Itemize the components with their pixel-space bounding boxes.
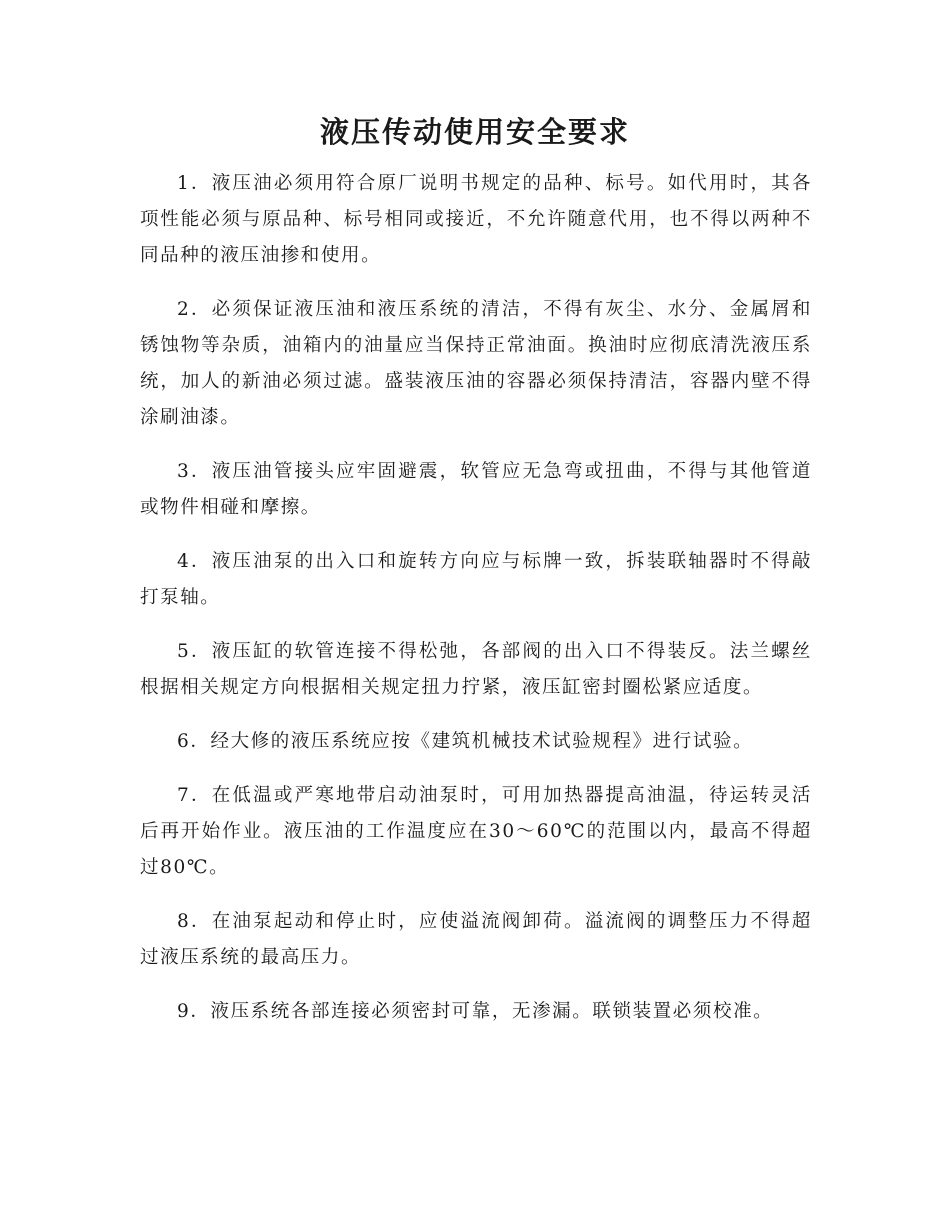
paragraph-1: 1．液压油必须用符合原厂说明书规定的品种、标号。如代用时，其各项性能必须与原品种、标号相同或接近，不允许随意代用，也不得以两种不同品种的液压油掺和使用。	[140, 173, 812, 266]
paragraph-3: 3．液压油管接头应牢固避震，软管应无急弯或扭曲，不得与其他管道或物件相碰和摩擦。	[140, 461, 812, 518]
paragraph-7: 7．在低温或严寒地带启动油泵时，可用加热器提高油温，待运转灵活后再开始作业。液压油的工作温度应在30～60℃的范围以内，最高不得超过80℃。	[140, 785, 812, 878]
paragraph-5: 5．液压缸的软管连接不得松弛，各部阀的出入口不得装反。法兰螺丝根据相关规定方向根据相关规定扭力拧紧，液压缸密封圈松紧应适度。	[140, 641, 812, 698]
paragraph-9: 9．液压系统各部连接必须密封可靠，无渗漏。联锁装置必须校准。	[177, 1001, 774, 1022]
document-body	[140, 166, 812, 1048]
paragraph-2: 2．必须保证液压油和液压系统的清洁，不得有灰尘、水分、金属屑和锈蚀物等杂质，油箱内的油量应当保持正常油面。换油时应彻底清洗液压系统，加人的新油必须过滤。盛装液压油的容器必须保持清洁，容器内壁不得涂刷油漆。	[140, 299, 812, 428]
paragraph-4: 4．液压油泵的出入口和旋转方向应与标牌一致，拆装联轴器时不得敲打泵轴。	[140, 551, 812, 608]
document-title: 液压传动使用安全要求	[319, 115, 630, 149]
paragraph-6: 6．经大修的液压系统应按《建筑机械技术试验规程》进行试验。	[177, 731, 754, 752]
paragraph-8: 8．在油泵起动和停止时，应使溢流阀卸荷。溢流阀的调整压力不得超过液压系统的最高压力。	[140, 911, 812, 968]
